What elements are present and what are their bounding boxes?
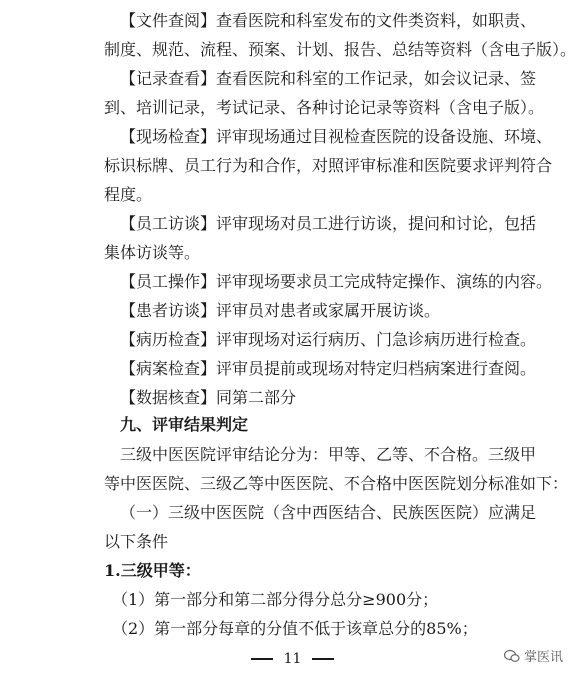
footer-dash-right <box>312 658 334 660</box>
text-line: 【文件查阅】查看医院和科室发布的文件类资料，如职责、 <box>120 11 537 30</box>
page-footer <box>0 651 585 667</box>
watermark-label: 掌医讯 <box>523 650 563 665</box>
text-line: 到、培训记录，考试记录、各种讨论记录等资料（含电子版）。 <box>104 98 545 117</box>
text-line: 等中医医院、三级乙等中医医院、不合格中医医院划分标准如下： <box>104 474 569 493</box>
text-line: 【数据核查】同第二部分 <box>120 388 297 407</box>
page-number: 11 <box>283 651 302 667</box>
text-line: 【患者访谈】评审员对患者或家属开展访谈。 <box>120 301 441 320</box>
text-line: 【员工操作】评审现场要求员工完成特定操作、演练的内容。 <box>120 272 553 291</box>
text-line: 以下条件 <box>104 532 169 551</box>
text-line: 【病历检查】评审现场对运行病历、门急诊病历进行检查。 <box>120 330 537 349</box>
subheading: 1.三级甲等： <box>104 561 201 580</box>
section-heading: 九、评审结果判定 <box>120 415 249 434</box>
text-line: 程度。 <box>104 185 153 204</box>
text-line: 标识标牌、员工行为和合作，对照评审标准和医院要求评判符合 <box>104 156 553 175</box>
text-line: 【员工访谈】评审现场对员工进行访谈，提问和讨论，包括 <box>120 214 537 233</box>
text-line: （一）三级中医医院（含中西医结合、民族医医院）应满足 <box>120 503 537 522</box>
text-line: 三级中医医院评审结论分为：甲等、乙等、不合格。三级甲 <box>120 445 537 464</box>
text-line: 【病案检查】评审员提前或现场对特定归档病案进行查阅。 <box>120 359 537 378</box>
text-line: 集体访谈等。 <box>104 243 201 262</box>
chat-bubble-icon <box>504 649 520 663</box>
text-line: 制度、规范、流程、预案、计划、报告、总结等资料（含电子版）。 <box>104 40 577 59</box>
watermark <box>504 646 563 665</box>
text-line: 【记录查看】查看医院和科室的工作记录，如会议记录、签 <box>120 69 537 88</box>
footer-dash-left <box>251 658 273 660</box>
list-item: （2）第一部分每章的分值不低于该章总分的85%； <box>112 619 478 638</box>
text-line: 【现场检查】评审现场通过目视检查医院的设备设施、环境、 <box>120 127 553 146</box>
list-item: （1）第一部分和第二部分得分总分≥900分； <box>112 590 439 609</box>
